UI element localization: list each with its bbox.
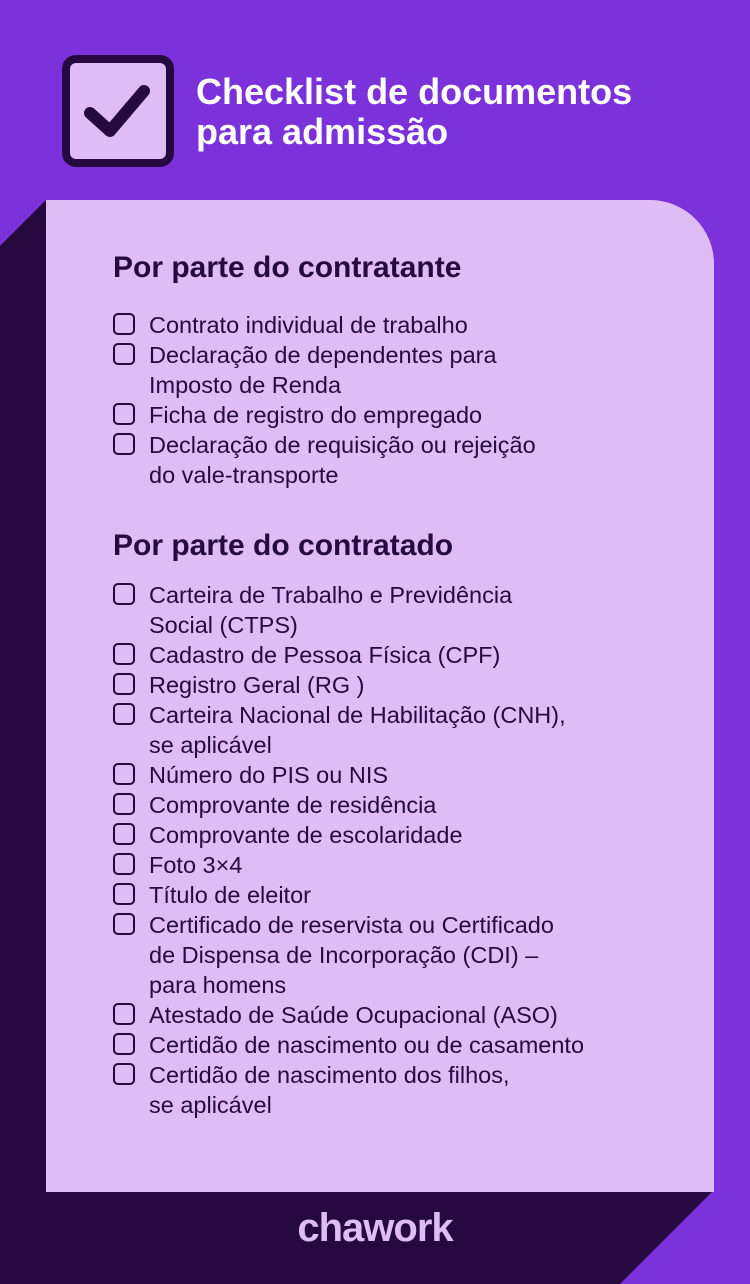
item-text: do vale-transporte bbox=[149, 462, 339, 488]
item-text: Comprovante de residência bbox=[149, 792, 437, 818]
item-text: de Dispensa de Incorporação (CDI) – bbox=[149, 942, 539, 968]
item-text: Registro Geral (RG ) bbox=[149, 672, 365, 698]
item-text: Cadastro de Pessoa Física (CPF) bbox=[149, 642, 501, 668]
item-text: Declaração de requisição ou rejeição bbox=[149, 432, 536, 458]
item-text: Comprovante de escolaridade bbox=[149, 822, 463, 848]
checkbox-icon[interactable] bbox=[113, 403, 135, 425]
checkbox-icon[interactable] bbox=[113, 1063, 135, 1085]
checkbox-icon[interactable] bbox=[113, 823, 135, 845]
checkbox-icon[interactable] bbox=[113, 1003, 135, 1025]
item-text: se aplicável bbox=[149, 1092, 272, 1118]
checkbox-icon[interactable] bbox=[113, 673, 135, 695]
item-text: Ficha de registro do empregado bbox=[149, 402, 483, 428]
checkbox-icon[interactable] bbox=[113, 583, 135, 605]
list-item[interactable] bbox=[113, 310, 693, 340]
list-item[interactable] bbox=[113, 910, 693, 1000]
item-text: Foto 3×4 bbox=[149, 852, 243, 878]
list-item[interactable] bbox=[113, 760, 693, 790]
list-item[interactable] bbox=[113, 580, 693, 640]
checkbox-icon[interactable] bbox=[113, 883, 135, 905]
list-item[interactable] bbox=[113, 1030, 693, 1060]
list-item[interactable] bbox=[113, 400, 693, 430]
list-item[interactable] bbox=[113, 430, 693, 490]
item-text: Carteira de Trabalho e Previdência bbox=[149, 582, 513, 608]
page-title bbox=[196, 72, 716, 152]
section-heading-contratante: Por parte do contratante bbox=[113, 251, 462, 284]
item-text: Atestado de Saúde Ocupacional (ASO) bbox=[149, 1002, 558, 1028]
checkbox-icon[interactable] bbox=[113, 343, 135, 365]
item-text: Certidão de nascimento ou de casamento bbox=[149, 1032, 585, 1058]
item-text: para homens bbox=[149, 972, 287, 998]
section-heading-contratado: Por parte do contratado bbox=[113, 529, 454, 562]
item-text: Declaração de dependentes para bbox=[149, 342, 497, 368]
title-line-2: para admissão bbox=[196, 111, 449, 152]
checkbox-icon[interactable] bbox=[113, 853, 135, 875]
item-text: Número do PIS ou NIS bbox=[149, 762, 389, 788]
list-item[interactable] bbox=[113, 790, 693, 820]
title-line-1: Checklist de documentos bbox=[196, 71, 633, 112]
item-text: Contrato individual de trabalho bbox=[149, 312, 468, 338]
checkbox-icon[interactable] bbox=[113, 763, 135, 785]
item-text: Certidão de nascimento dos filhos, bbox=[149, 1062, 510, 1088]
checkbox-checked-icon bbox=[62, 55, 174, 167]
list-item[interactable] bbox=[113, 1000, 693, 1030]
list-item[interactable] bbox=[113, 340, 693, 400]
list-item[interactable] bbox=[113, 640, 693, 670]
checklist-contratado bbox=[113, 580, 693, 1120]
list-item[interactable] bbox=[113, 820, 693, 850]
item-text: Carteira Nacional de Habilitação (CNH), bbox=[149, 702, 566, 728]
list-item[interactable] bbox=[113, 700, 693, 760]
checkbox-icon[interactable] bbox=[113, 703, 135, 725]
item-text: Imposto de Renda bbox=[149, 372, 342, 398]
chawork-logo: chawork bbox=[297, 1206, 453, 1250]
checklist-card bbox=[46, 200, 714, 1192]
checkbox-icon[interactable] bbox=[113, 1033, 135, 1055]
item-text: se aplicável bbox=[149, 732, 272, 758]
item-text: Título de eleitor bbox=[149, 882, 311, 908]
list-item[interactable] bbox=[113, 1060, 693, 1120]
checkbox-icon[interactable] bbox=[113, 643, 135, 665]
list-item[interactable] bbox=[113, 880, 693, 910]
item-text: Certificado de reservista ou Certificado bbox=[149, 912, 554, 938]
checkbox-icon[interactable] bbox=[113, 913, 135, 935]
list-item[interactable] bbox=[113, 670, 693, 700]
checkbox-icon[interactable] bbox=[113, 793, 135, 815]
item-text: Social (CTPS) bbox=[149, 612, 298, 638]
list-item[interactable] bbox=[113, 850, 693, 880]
checkbox-icon[interactable] bbox=[113, 433, 135, 455]
checkbox-icon[interactable] bbox=[113, 313, 135, 335]
checklist-contratante bbox=[113, 310, 693, 490]
